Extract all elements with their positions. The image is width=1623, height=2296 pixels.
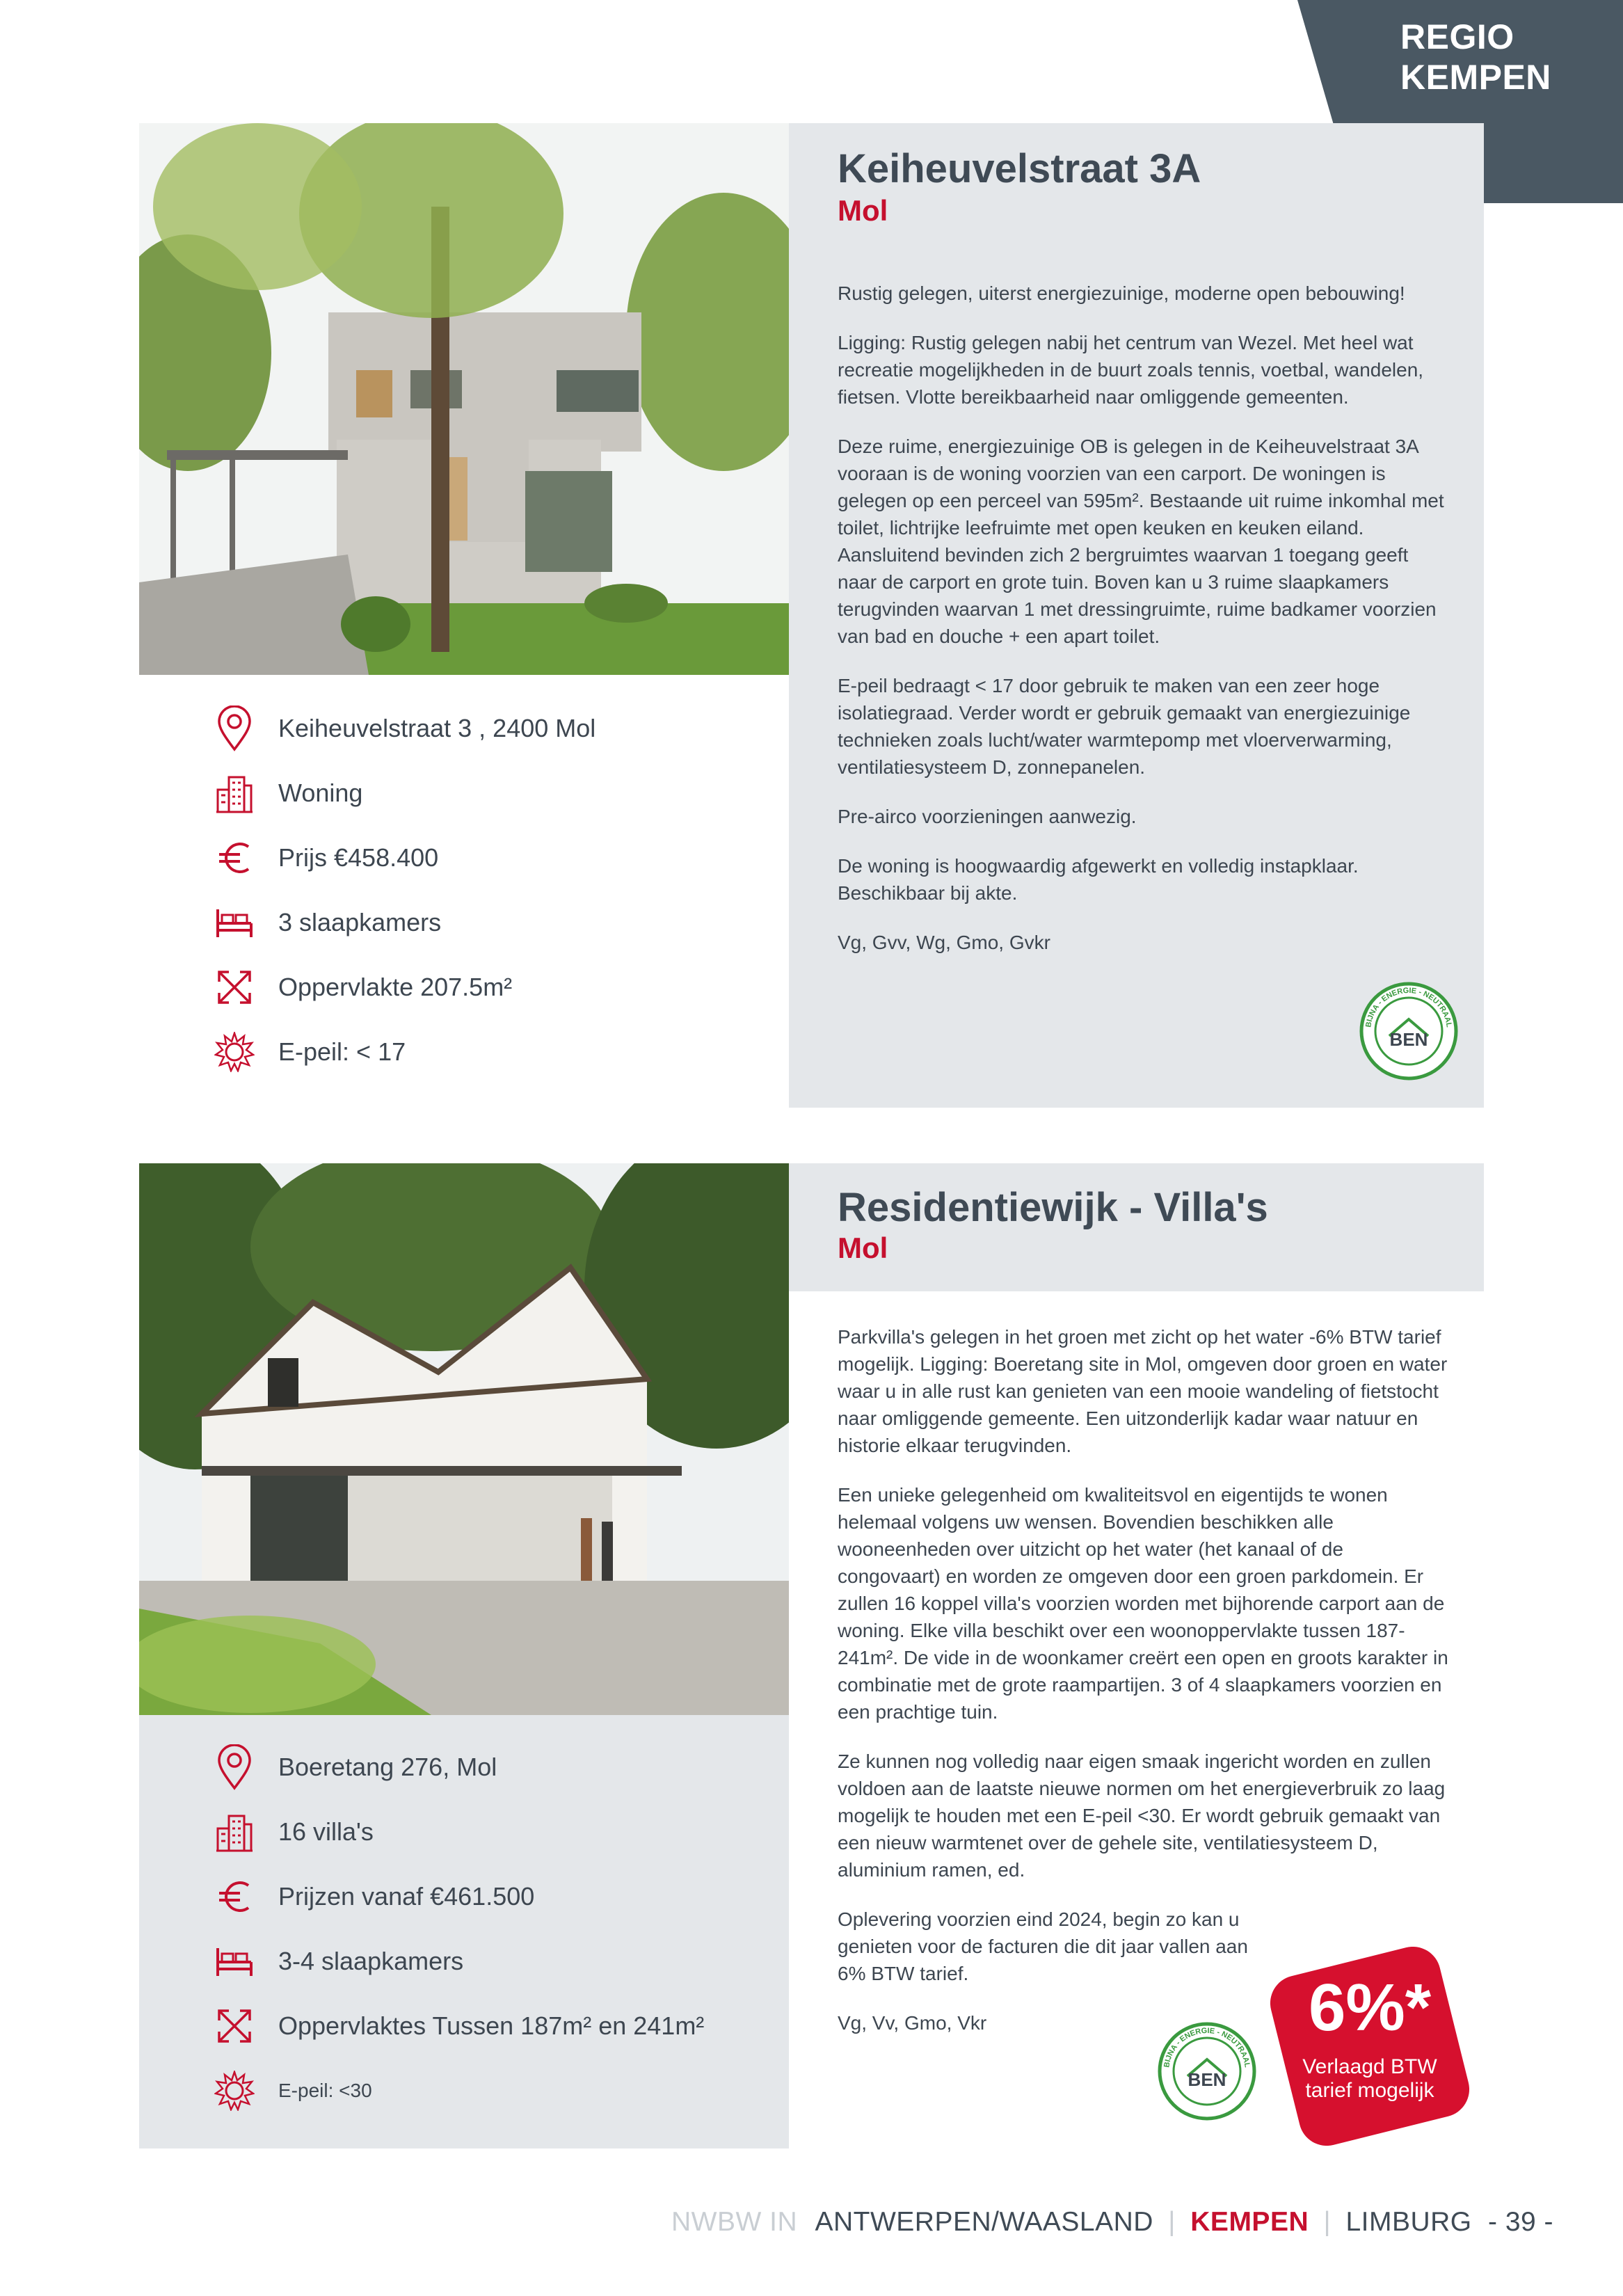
feature-area	[214, 2002, 704, 2050]
location-pin-icon	[214, 708, 255, 749]
feature-label: E-peil: < 17	[278, 1037, 406, 1066]
listing-2-features	[139, 1715, 789, 2148]
feature-price	[214, 1872, 534, 1921]
area-arrows-icon	[214, 967, 255, 1007]
description-paragraph: Deze ruime, energiezuinige OB is gelegen in de Keiheuvelstraat 3A vooraan is de woning voorzien van een carport. De woningen is gelegen op een perceel van 595m². Bestaande uit ruime inkomhal met toilet, lichtrijke leefruimte met open keuken en keuken eiland. Aansluitend bevinden zich 2 bergruimtes waarvan 1 toegang geeft naar de carport en grote tuin. Boven kan u 3 ruime slaapkamers terugvinden waarvan 1 met dressingruimte, ruime badkamer voorzien van bad en douche + een apart toilet.	[838, 436, 1444, 647]
feature-label: E-peil: <30	[278, 2080, 372, 2101]
page-number: - 39 -	[1488, 2207, 1554, 2237]
description-paragraph: Parkvilla's gelegen in het groen met zicht op het water -6% BTW tarief mogelijk. Ligging: Boeretang site in Mol, omgeven door groen en water waar u in alle rust kan genieten van een mooie wandeling of fietstocht naar omliggende gemeente. Een uitzonderlijk kadar waar natuur en historie elkaar terugvinden.	[838, 1326, 1448, 1456]
feature-price	[214, 834, 438, 882]
feature-label: 16 villa's	[278, 1817, 374, 1846]
listing-1-features	[139, 675, 789, 1108]
listing-title: Residentiewijk - Villa's	[838, 1185, 1268, 1230]
footer-prefix: NWBW IN	[671, 2207, 798, 2237]
region-label	[1400, 17, 1551, 97]
description-paragraph: Oplevering voorzien eind 2024, begin zo kan u genieten voor de facturen die dit jaar vallen aan 6% BTW tarief.	[838, 1908, 1248, 1984]
listing-2-header	[789, 1163, 1484, 1291]
feature-address	[214, 1743, 497, 1792]
building-icon	[214, 1812, 255, 1852]
feature-energy	[214, 2066, 372, 2115]
euro-icon	[214, 838, 255, 878]
description-paragraph: De woning is hoogwaardig afgewerkt en volledig instapklaar. Beschikbaar bij akte.	[838, 855, 1359, 904]
listing-1-photo	[139, 123, 789, 675]
feature-bedrooms	[214, 898, 441, 947]
ben-badge	[1359, 982, 1458, 1084]
description-paragraph: Rustig gelegen, uiterst energiezuinige, moderne open bebouwing!	[838, 282, 1405, 304]
energy-sun-icon	[214, 1032, 255, 1072]
region-label-line2: KEMPEN	[1400, 58, 1551, 97]
feature-energy	[214, 1028, 406, 1076]
description-paragraph: Ligging: Rustig gelegen nabij het centrum van Wezel. Met heel wat recreatie mogelijkheden in de buurt zoals tennis, voetbal, wandelen, fietsen. Vlotte bereikbaarheid naar omliggende gemeenten.	[838, 332, 1424, 408]
energy-sun-icon	[214, 2071, 255, 2111]
ben-ring-text: BIJNA - ENERGIE - NEUTRAAL	[1162, 2026, 1252, 2068]
promo-line-2: tarief mogelijk	[1305, 2079, 1434, 2102]
listing-description	[838, 280, 1450, 978]
bed-icon	[214, 1941, 255, 1982]
feature-label: Boeretang 276, Mol	[278, 1753, 497, 1781]
listing-city: Mol	[838, 1231, 888, 1264]
footer-link-antwerpen[interactable]: ANTWERPEN/WAASLAND	[815, 2207, 1153, 2237]
area-arrows-icon	[214, 2006, 255, 2046]
listing-title: Keiheuvelstraat 3A	[838, 146, 1201, 191]
promo-line-1: Verlaagd BTW	[1302, 2055, 1437, 2078]
ben-badge	[1158, 2022, 1256, 2124]
listing-2-description-panel	[789, 1291, 1484, 2148]
listing-1-header	[789, 123, 1484, 257]
location-pin-icon	[214, 1747, 255, 1787]
feature-label: Woning	[278, 779, 363, 807]
feature-label: Prijzen vanaf €461.500	[278, 1882, 535, 1911]
listing-2-photo	[139, 1163, 789, 1715]
footer-link-kempen[interactable]: KEMPEN	[1190, 2207, 1309, 2237]
listing-city: Mol	[838, 194, 888, 227]
feature-label: 3 slaapkamers	[278, 908, 442, 936]
ben-ring-text: BIJNA - ENERGIE - NEUTRAAL	[1364, 986, 1453, 1028]
footer-separator: |	[1323, 2207, 1332, 2237]
building-icon	[214, 773, 255, 813]
description-paragraph: Pre-airco voorzieningen aanwezig.	[838, 806, 1137, 827]
promo-percentage: 6%*	[1308, 1970, 1432, 2045]
bed-icon	[214, 902, 255, 943]
footer-link-limburg[interactable]: LIMBURG	[1345, 2207, 1472, 2237]
feature-bedrooms	[214, 1937, 463, 1986]
description-paragraph: E-peil bedraagt < 17 door gebruik te maken van een zeer hoge isolatiegraad. Verder wordt er gebruik gemaakt van energiezuinige technieken zoals lucht/water warmtepomp met vloerverwarming, ventilatiesysteem D, zonnepanelen.	[838, 675, 1411, 778]
page-footer	[671, 2207, 1553, 2238]
ben-text: BEN	[1188, 2069, 1226, 2090]
feature-address	[214, 704, 595, 753]
feature-label: Oppervlakte 207.5m²	[278, 973, 513, 1001]
feature-label: Keiheuvelstraat 3 , 2400 Mol	[278, 714, 596, 742]
region-label-line1: REGIO	[1400, 17, 1514, 56]
listing-1-description-panel	[789, 257, 1484, 1108]
description-paragraph: Ze kunnen nog volledig naar eigen smaak ingericht worden en zullen voldoen aan de laatste nieuwe normen om het energieverbruik zo laag mogelijk te houden met een E-peil <30. Er wordt gebruik gemaakt van een nieuw warmtenet over de gehele site, ventilatiesysteem D, aluminium ramen, ed.	[838, 1751, 1446, 1881]
feature-label: 3-4 slaapkamers	[278, 1947, 464, 1975]
ben-text: BEN	[1389, 1029, 1428, 1050]
description-paragraph: Vg, Gvv, Wg, Gmo, Gvkr	[838, 932, 1050, 953]
feature-label: Oppervlaktes Tussen 187m² en 241m²	[278, 2011, 705, 2040]
footer-separator: |	[1168, 2207, 1176, 2237]
feature-area	[214, 963, 512, 1012]
feature-type	[214, 1808, 374, 1856]
btw-promo-badge	[1255, 1931, 1485, 2161]
euro-icon	[214, 1876, 255, 1917]
description-paragraph: Een unieke gelegenheid om kwaliteitsvol en eigentijds te wonen helemaal volgens uw wensen. Bovendien beschikken alle wooneenheden over uitzicht op het water (het kanaal of de congovaart) en worden ze omgeven door een groen parkdomein. Er zullen 16 koppel villa's voorzien worden met bijhorende carport aan de woning. Elke villa beschikt over een woonoppervlakte tussen 187-241m². De vide in de woonkamer creërt een open en groots karakter in combinatie met de grote raampartijen. 3 of 4 slaapkamers voorzien en een prachtige tuin.	[838, 1484, 1448, 1723]
feature-type	[214, 769, 362, 818]
description-paragraph: Vg, Vv, Gmo, Vkr	[838, 2012, 987, 2034]
feature-label: Prijs €458.400	[278, 843, 439, 872]
